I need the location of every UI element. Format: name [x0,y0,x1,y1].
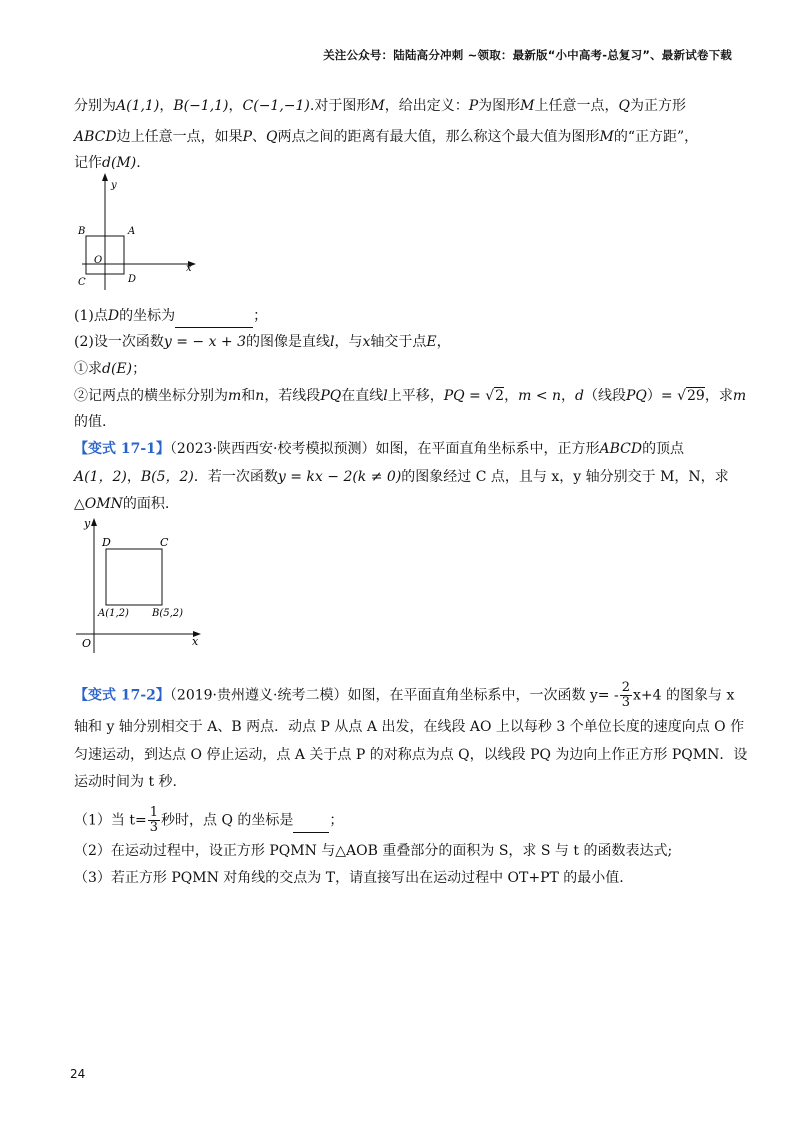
label-o: O [82,637,92,650]
label-c: C [78,277,86,288]
fraction-one-third: $\frac{1}{3}$ [149,805,158,835]
variant-17-2-question-3: （3）若正方形 PQMN 对角线的交点为 T，请直接写出在运动过程中 OT+PT 的最小值. [74,870,624,886]
x-axis-label: x [186,263,192,274]
label-a: A [128,226,136,237]
y-axis-label: y [111,180,117,191]
figure-square-coordinates [72,515,207,660]
variant-17-2-question-2: （2）在运动过程中，设正方形 PQMN 与△AOB 重叠部分的面积为 S，求 S 与 t 的函数表达式; [74,843,673,859]
label-c: C [160,536,169,549]
label-d: D [128,274,137,285]
problem-intro-line-3: 记作d(M). [74,155,141,171]
figure-square-abcd [70,170,205,295]
variant-17-2-question-1: （1）当 t= $\frac{1}{3}$ 秒时，点 Q 的坐标是 ； [74,805,344,835]
question-2-part-1: ①求d(E)； [74,361,147,377]
page-number: 24 [70,1067,86,1081]
variant-17-2-line-1: 【变式 17-2】（2019·贵州遵义·统考二模）如图，在平面直角坐标系中，一次函数 y= - $\frac{2}{3}$ x+4 的图象与 x [74,680,735,710]
question-2-part-2-cont: 的值. [74,414,107,430]
y-axis-arrow [102,173,108,181]
label-a: A(1,2) [98,608,129,619]
label-d: D [102,536,111,549]
fraction-two-thirds: $\frac{2}{3}$ [621,680,631,710]
variant-17-1-line-3: △OMN的面积. [74,496,170,512]
label-o: O [94,255,103,266]
variant-17-2-line-4: 运动时间为 t 秒. [74,774,177,790]
x-axis-label: x [192,635,199,648]
question-2: (2)设一次函数y = − x + 3的图像是直线l，与x轴交于点E， [74,334,451,350]
label-b: B(5,2) [152,608,184,619]
page-header: 关注公众号：陆陆高分冲刺 ~领取：最新版“小中高考-总复习”、最新试卷下载 [323,48,732,62]
label-b: B [78,226,86,237]
y-axis-label: y [84,517,91,530]
question-2-part-2: ②记两点的横坐标分别为m和n，若线段PQ在直线l上平移，PQ = √2，m < n，d（线段PQ）= √29，求m [74,388,747,404]
answer-blank [293,810,329,833]
variant-tag: 【变式 17-2】 [74,687,170,704]
variant-17-2-line-2: 轴和 y 轴分别相交于 A、B 两点．动点 P 从点 A 出发，在线段 AO 上以每秒 3 个单位长度的速度向点 O 作 [74,719,745,735]
problem-intro-line-2: ABCD边上任意一点，如果P、Q两点之间的距离有最大值，那么称这个最大值为图形M的“正方距”， [74,129,699,145]
question-1: (1)点D的坐标为 ； [74,305,267,328]
y-axis-arrow [91,518,97,526]
variant-17-2-line-3: 匀速运动，到达点 O 停止运动，点 A 关于点 P 的对称点为点 Q，以线段 PQ 为边向上作正方形 PQMN．设 [74,747,748,763]
problem-intro-line-1: 分别为A(1,1)，B(−1,1)，C(−1,−1).对于图形M，给出定义：P为图形M上任意一点，Q为正方形 [74,98,686,114]
variant-17-1-line-1: 【变式 17-1】（2023·陕西西安·校考模拟预测）如图，在平面直角坐标系中，正方形ABCD的顶点 [74,441,685,457]
variant-17-1-line-2: A(1，2)，B(5，2)．若一次函数y = kx − 2(k ≠ 0)的图象经过 C 点，且与 x，y 轴分别交于 M，N，求 [74,469,729,485]
answer-blank [175,305,253,328]
variant-tag: 【变式 17-1】 [74,441,170,457]
square-abcd [106,549,162,605]
